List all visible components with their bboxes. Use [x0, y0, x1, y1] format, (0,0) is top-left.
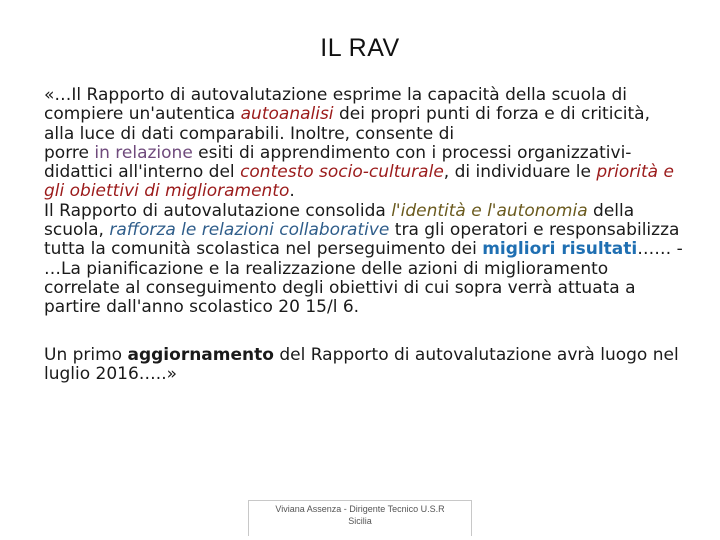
text: del Rapporto di autovalutazione avrà luogo nel luglio 2016…..»: [44, 344, 679, 384]
paragraph-consolida: [44, 202, 684, 260]
paragraph-pianificazione: …La pianificazione e la realizzazione delle azioni di miglioramento correlate al conseguimento degli obiettivi di cui sopra verrà attuata a partire dall'anno scolastico 20 15/l 6.: [44, 258, 636, 318]
highlight-migliori-risultati: migliori risultati: [482, 239, 638, 260]
footer-line-1: Viviana Assenza - Dirigente Tecnico U.S.R: [275, 504, 445, 514]
text: dei propri punti di forza e di criticità, alla luce di dati comparabili. Inoltre, consente di: [44, 104, 650, 144]
footer-credit: [248, 500, 472, 536]
text: «…Il Rapporto di autovalutazione esprime la capacità della scuola di compiere un'autentica: [44, 85, 628, 125]
highlight-autoanalisi: autoanalisi: [240, 104, 334, 125]
paragraph-relazione: [44, 144, 684, 202]
highlight-identita: l'identità e l'autonomia: [391, 200, 588, 221]
paragraph-intro: [44, 86, 684, 144]
text: .: [289, 181, 295, 202]
text: , di individuare le: [443, 162, 597, 183]
text: Il Rapporto di autovalutazione consolida: [44, 200, 392, 221]
footer-line-2: Sicilia: [348, 516, 372, 526]
highlight-in-relazione: in relazione: [94, 142, 193, 163]
text: esiti di apprendimento con i processi organizzativi-didattici all'interno del: [44, 142, 632, 183]
paragraph-aggiornamento: [44, 346, 684, 385]
highlight-priorita: priorità e gli obiettivi di miglioramento: [44, 162, 674, 202]
highlight-contesto: contesto socio-culturale: [240, 162, 444, 183]
text: …… -: [637, 239, 683, 260]
highlight-rafforza: rafforza le relazioni collaborative: [109, 220, 390, 241]
spacer: [44, 318, 684, 346]
text: Un primo: [44, 344, 128, 365]
page-title: IL RAV: [320, 34, 400, 62]
text: della scuola,: [44, 200, 635, 241]
body-text: [44, 86, 684, 384]
text: tra gli operatori e responsabilizza tutta la comunità scolastica nel perseguimento dei: [44, 220, 680, 260]
text: porre: [44, 142, 95, 163]
highlight-aggiornamento: aggiornamento: [127, 344, 274, 365]
